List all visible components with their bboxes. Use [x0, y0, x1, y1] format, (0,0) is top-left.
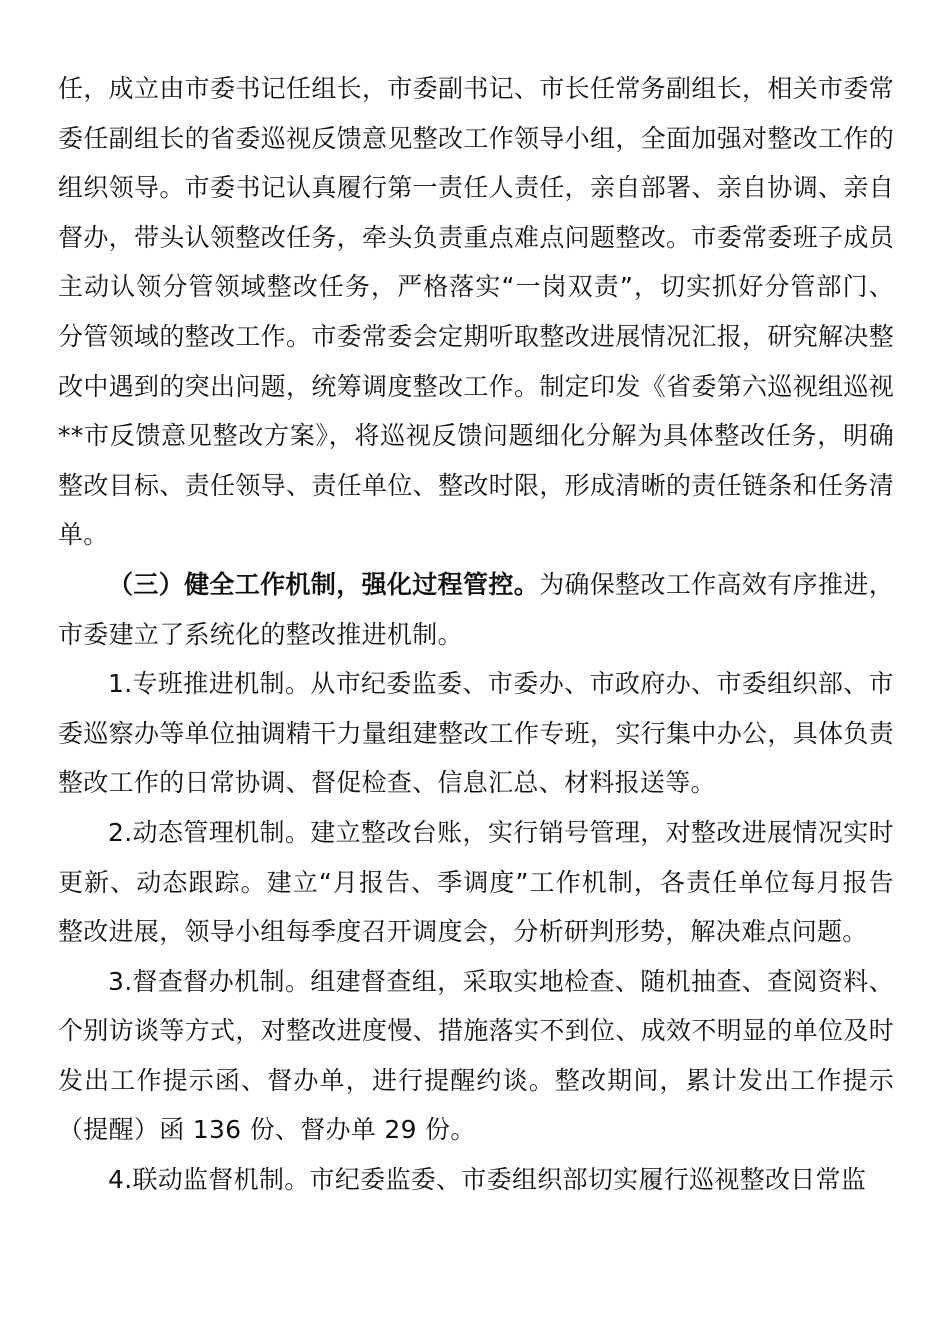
paragraph-text: 3.督查督办机制。组建督查组，采取实地检查、随机抽查、查阅资料、个别访谈等方式，对整改进度慢、措施落实不到位、成效不明显的单位及时发出工作提示函、督办单，进行提醒约谈。整改期间，累计发出工作提示（提醒）函 136 份、督办单 29 份。 — [58, 966, 894, 1145]
section-heading: （三）健全工作机制，强化过程管控。 — [108, 569, 540, 599]
paragraph-mechanism-2 — [58, 808, 894, 957]
paragraph-continuation — [58, 64, 894, 560]
paragraph-text: 1.专班推进机制。从市纪委监委、市委办、市政府办、市委组织部、市委巡察办等单位抽调精干力量组建整改工作专班，实行集中办公，具体负责整改工作的日常协调、督促检查、信息汇总、材料报送等。 — [58, 669, 894, 798]
paragraph-text: 为确保整改工作高效有序推进，市委建立了系统化的整改推进机制。 — [58, 569, 894, 649]
paragraph-text: 任，成立由市委书记任组长，市委副书记、市长任常务副组长，相关市委常委任副组长的省委巡视反馈意见整改工作领导小组，全面加强对整改工作的组织领导。市委书记认真履行第一责任人责任，亲自部署、亲自协调、亲自督办，带头认领整改任务，牵头负责重点难点问题整改。市委常委班子成员主动认领分管领域整改任务，严格落实“一岗双责”，切实抓好分管部门、分管领域的整改工作。市委常委会定期听取整改进展情况汇报，研究解决整改中遇到的突出问题，统筹调度整改工作。制定印发《省委第六巡视组巡视**市反馈意见整改方案》，将巡视反馈问题细化分解为具体整改任务，明确整改目标、责任领导、责任单位、整改时限，形成清晰的责任链条和任务清单。 — [58, 74, 894, 550]
paragraph-mechanism-4 — [58, 1155, 894, 1205]
document-page — [58, 64, 894, 1205]
paragraph-text: 2.动态管理机制。建立整改台账，实行销号管理，对整改进展情况实时更新、动态跟踪。建立“月报告、季调度”工作机制，各责任单位每月报告整改进展，领导小组每季度召开调度会，分析研判形势，解决难点问题。 — [58, 817, 894, 947]
paragraph-mechanism-1 — [58, 659, 894, 808]
paragraph-text: 4.联动监督机制。市纪委监委、市委组织部切实履行巡视整改日常监 — [108, 1165, 867, 1195]
paragraph-mechanism-3 — [58, 957, 894, 1155]
paragraph-section-3 — [58, 560, 894, 659]
